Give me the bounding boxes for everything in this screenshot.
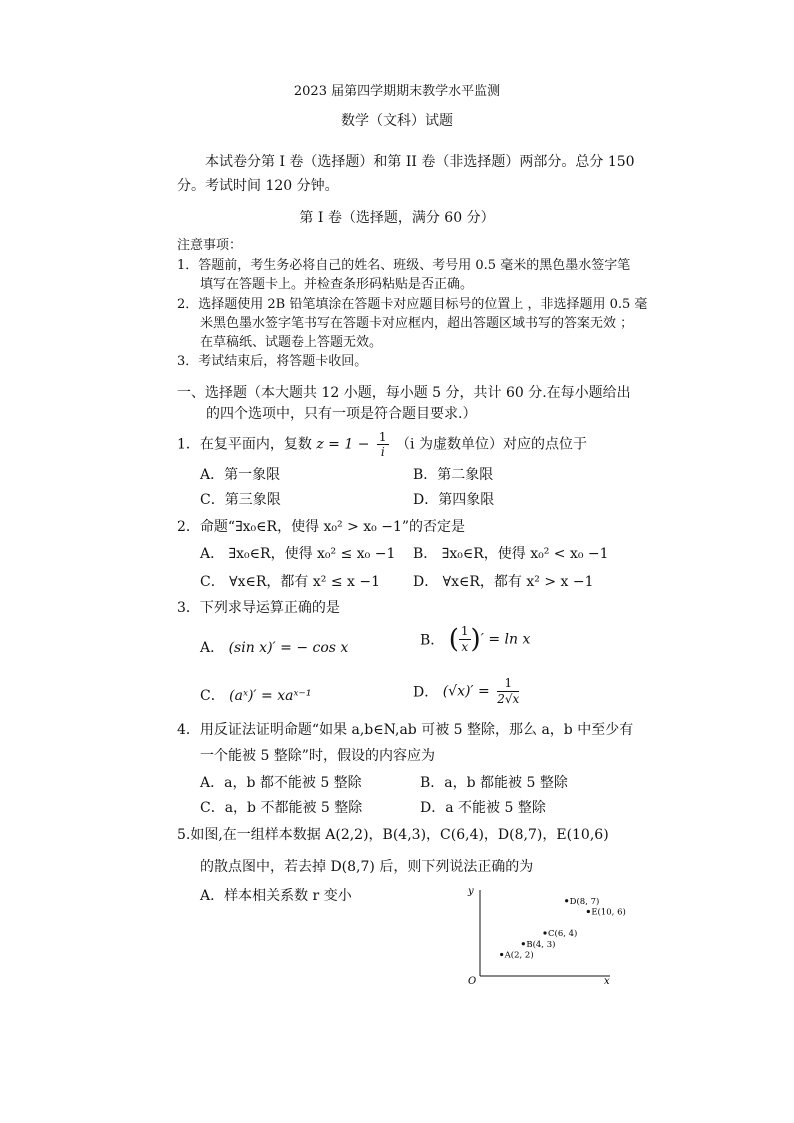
q3-option-a	[200, 637, 348, 657]
q3-option-d	[413, 676, 519, 707]
q1-fraction	[377, 430, 389, 459]
subject-title: 数学（文科）试题	[341, 113, 453, 129]
q3-d-lhs: (√x)′ =	[442, 683, 490, 700]
q1-option-d: D．第四象限	[413, 492, 495, 508]
q3-b-paren-close: )	[470, 624, 481, 655]
q3-b-fraction	[459, 624, 471, 655]
q2-option-a: A． ∃x₀∈R，使得 x₀² ≤ x₀ −1	[200, 546, 396, 562]
q3-d-num: 1	[497, 676, 519, 692]
q1-frac-num: 1	[378, 430, 387, 444]
scatter-point-label-1: B(4, 3)	[526, 939, 556, 950]
q5-line-1: 5.如图,在一组样本数据 A(2,2)，B(4,3)，C(6,4)，D(8,7)，E(10,6)	[177, 827, 609, 843]
q1-option-a: A．第一象限	[200, 467, 281, 483]
scatter-point-0	[500, 953, 503, 956]
q2-option-b: B． ∃x₀∈R，使得 x₀² < x₀ −1	[413, 546, 609, 562]
q4-option-b: B．a，b 都能被 5 整除	[420, 775, 568, 791]
section1-line-1: 一、选择题（本大题共 12 小题，每小题 5 分，共计 60 分.在每小题给出	[177, 385, 631, 401]
intro-line-2: 分。考试时间 120 分钟。	[177, 178, 339, 194]
notes-heading: 注意事项：	[177, 238, 243, 253]
q3-d-fraction	[497, 676, 519, 707]
note-2-line-3: 在草稿纸、试题卷上答题无效。	[200, 335, 383, 350]
q4-option-c: C．a，b 不都能被 5 整除	[200, 800, 363, 816]
note-2-line-1: 2．选择题使用 2B 铅笔填涂在答题卡对应题目标号的位置上 ，非选择题用 0.5 毫	[177, 297, 648, 312]
q1-frac-den: i	[380, 445, 385, 459]
q3-b-paren-open: (	[448, 624, 459, 655]
q1-option-b: B．第二象限	[413, 467, 494, 483]
q1-stem-b: （i 为虚数单位）对应的点位于	[396, 436, 587, 453]
exam-title: 2023 届第四学期期末教学水平监测	[293, 84, 501, 99]
q3-stem: 3．下列求导运算正确的是	[177, 600, 340, 616]
origin-label: O	[468, 976, 477, 987]
q3-a-label: A．	[200, 640, 225, 656]
q3-option-b	[420, 624, 530, 655]
q3-b-den: x	[461, 640, 469, 654]
note-2-line-2: 米黑色墨水签字笔书写在答题卡对应框内，超出答题区域书写的答案无效 ；	[200, 316, 634, 331]
q5-line-2: 的散点图中，若去掉 D(8,7) 后，则下列说法正确的为	[200, 859, 534, 875]
x-axis-label: x	[604, 976, 610, 987]
q2-stem: 2．命题“∃x₀∈R，使得 x₀² > x₀ −1”的否定是	[177, 519, 466, 535]
q4-option-d: D．a 不能被 5 整除	[420, 800, 546, 816]
scatter-point-label-4: E(10, 6)	[591, 907, 626, 918]
q3-c-expr: (aˣ)′ = xaˣ⁻¹	[229, 688, 312, 704]
scatter-point-4	[587, 910, 590, 913]
intro-line-1: 本试卷分第 I 卷（选择题）和第 II 卷（非选择题）两部分。总分 150	[205, 154, 635, 170]
q2-option-c: C． ∀x∈R，都有 x² ≤ x −1	[200, 574, 380, 590]
q1-formula: z = 1 −	[316, 436, 370, 453]
note-1-line-2: 填写在答题卡上。并检查条形码粘贴是否正确。	[200, 277, 474, 292]
y-axis-label: y	[468, 886, 474, 897]
q3-b-num: 1	[460, 624, 469, 638]
scatter-point-2	[543, 931, 546, 934]
q3-d-den: 2√x	[497, 692, 520, 706]
q1-stem-a: 1．在复平面内，复数	[177, 436, 317, 453]
q4-line-1: 4．用反证法证明命题“如果 a,b∈N,ab 可被 5 整除，那么 a，b 中至少有	[177, 722, 634, 738]
q3-option-c	[200, 685, 311, 705]
note-1-line-1: 1．答题前，考生务必将自己的姓名、班级、考号用 0.5 毫米的黑色墨水签字笔	[177, 258, 631, 273]
scatter-point-3	[565, 899, 568, 902]
q3-c-label: C．	[200, 688, 225, 704]
note-3: 3．考试结束后，将答题卡收回。	[177, 354, 368, 369]
scatter-plot	[460, 884, 626, 988]
q5-option-a: A．样本相关系数 r 变小	[200, 888, 352, 904]
scatter-point-label-3: D(8, 7)	[569, 896, 600, 907]
q3-b-label: B．	[420, 632, 445, 649]
q4-option-a: A．a，b 都不能被 5 整除	[200, 775, 362, 791]
q3-a-expr: (sin x)′ = − cos x	[228, 640, 349, 656]
part1-title: 第 I 卷（选择题，满分 60 分）	[299, 210, 495, 226]
q2-option-d: D． ∀x∈R，都有 x² > x −1	[413, 574, 594, 590]
scatter-point-label-2: C(6, 4)	[548, 929, 578, 939]
q4-line-2: 一个能被 5 整除”时，假设的内容应为	[200, 748, 435, 764]
q1-option-c: C．第三象限	[200, 492, 281, 508]
q1-stem	[177, 430, 587, 459]
scatter-point-1	[522, 942, 525, 945]
section1-line-2: 的四个选项中，只有一项是符合题目要求.）	[206, 406, 477, 422]
scatter-point-label-0: A(2, 2)	[504, 950, 534, 961]
q3-d-label: D．	[413, 684, 439, 701]
q3-b-rhs: ′ = ln x	[480, 631, 531, 648]
